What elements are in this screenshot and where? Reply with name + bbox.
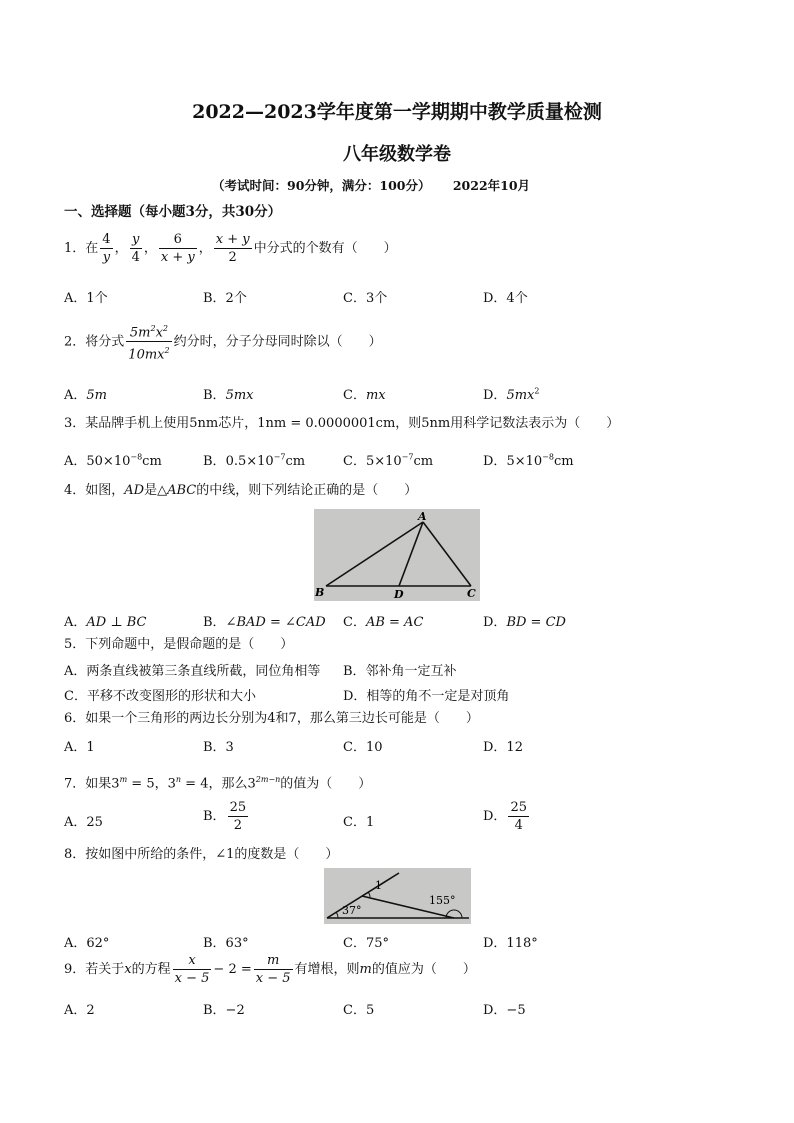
q4-ad: AD bbox=[124, 483, 145, 498]
q3-a-label: A． bbox=[64, 454, 87, 469]
q2-b-value: 5mx bbox=[225, 388, 254, 403]
q9-f2-den: x − 5 bbox=[255, 971, 291, 986]
q9-f1-num: x bbox=[173, 952, 212, 970]
q3-d-base: 5×10 bbox=[506, 454, 543, 469]
q3-a-base: 50×10 bbox=[86, 454, 131, 469]
q7-b-den: 2 bbox=[233, 818, 242, 833]
q7-d-num: 25 bbox=[510, 800, 527, 815]
q2-option-a[interactable] bbox=[64, 384, 107, 403]
question-3: 3．某品牌手机上使用5nm芯片，1nm = 0.0000001cm，则5nm用科学记数法表示为（ ） bbox=[64, 416, 620, 431]
q7-exp-1: m bbox=[119, 775, 128, 784]
q8-option-c[interactable]: C．75° bbox=[343, 936, 389, 951]
q5-option-d[interactable]: D．相等的角不一定是对顶角 bbox=[343, 689, 510, 704]
q4-segment-ab bbox=[326, 522, 423, 586]
q2-option-b[interactable] bbox=[203, 384, 254, 403]
q2-d-value: 5mx bbox=[506, 388, 535, 403]
q3-d-unit: cm bbox=[553, 454, 574, 469]
q1-fraction-1 bbox=[100, 231, 112, 266]
q4-c-label: C． bbox=[343, 615, 366, 630]
q3-c-unit: cm bbox=[413, 454, 434, 469]
q7-post: 的值为（ ） bbox=[280, 776, 372, 792]
q3-a-unit: cm bbox=[142, 454, 162, 469]
q1-f2-num: y bbox=[130, 231, 142, 249]
q7-option-b[interactable] bbox=[203, 799, 250, 834]
q6-option-b[interactable]: B．3 bbox=[203, 740, 234, 755]
q9-mid3: 有增根，则 bbox=[294, 962, 360, 977]
exam-date: 2022年10月 bbox=[452, 178, 531, 193]
q7-eq-2: = 4，那么 bbox=[181, 776, 248, 792]
q9-option-b[interactable]: B．−2 bbox=[203, 1003, 245, 1018]
q4-segment-ad bbox=[399, 522, 423, 586]
q1-pre: 在 bbox=[85, 241, 99, 256]
q4-triangle-figure bbox=[314, 509, 480, 601]
q9-number: 9． bbox=[64, 962, 86, 977]
q4-a-label: A． bbox=[64, 615, 87, 630]
q3-option-a[interactable] bbox=[64, 450, 162, 469]
q4-b-label: B． bbox=[203, 615, 226, 630]
q4-c-value: AB = AC bbox=[365, 615, 424, 630]
question-6: 6．如果一个三角形的两边长分别为4和7，那么第三边长可能是（ ） bbox=[64, 711, 479, 726]
q1-fraction-2 bbox=[130, 231, 142, 266]
q2-d-exp: 2 bbox=[534, 386, 540, 396]
q7-eq-1: = 5， bbox=[127, 776, 168, 792]
q7-d-fraction bbox=[508, 799, 529, 834]
q1-fraction-4 bbox=[214, 231, 252, 266]
q7-pre: 如果 bbox=[85, 776, 112, 792]
q2-post: 约分时，分子分母同时除以（ ） bbox=[173, 334, 382, 350]
question-5: 5．下列命题中，是假命题的是（ ） bbox=[64, 637, 294, 652]
q1-f3-num: 6 bbox=[159, 231, 197, 249]
q1-f4-den: 2 bbox=[228, 250, 237, 265]
q7-option-c[interactable]: C．1 bbox=[343, 815, 375, 830]
q1-sep: ， bbox=[114, 241, 128, 256]
q3-b-base: 0.5×10 bbox=[225, 454, 274, 469]
q3-d-exp: −8 bbox=[542, 452, 554, 462]
q8-angle-figure bbox=[324, 868, 471, 924]
q9-x: x bbox=[124, 962, 132, 977]
q4-label-b: B bbox=[315, 586, 325, 599]
q2-num-exp1: 2 bbox=[150, 324, 156, 333]
q3-b-label: B． bbox=[203, 454, 226, 469]
question-4 bbox=[64, 481, 417, 501]
q2-pre: 将分式 bbox=[85, 334, 125, 350]
q4-d-value: BD = CD bbox=[506, 615, 566, 630]
q5-option-b[interactable]: B．邻补角一定互补 bbox=[343, 664, 457, 679]
q9-m: m bbox=[359, 962, 372, 977]
q4-segment-ac bbox=[423, 522, 471, 586]
q9-mid1: 的方程 bbox=[131, 962, 171, 977]
q4-d-label: D． bbox=[483, 615, 507, 630]
q4-post: 的中线，则下列结论正确的是（ ） bbox=[196, 483, 418, 498]
q3-b-unit: cm bbox=[285, 454, 306, 469]
q2-num-c: x bbox=[155, 325, 163, 341]
q8-option-d[interactable]: D．118° bbox=[483, 936, 538, 951]
question-1 bbox=[64, 231, 397, 266]
question-2 bbox=[64, 320, 382, 364]
question-9 bbox=[64, 952, 476, 987]
q9-fraction-1 bbox=[173, 952, 212, 987]
q7-base-2: 3 bbox=[167, 776, 176, 792]
q4-mid: 是△ bbox=[144, 483, 168, 498]
q2-option-c[interactable] bbox=[343, 384, 386, 403]
q3-b-exp: −7 bbox=[273, 452, 286, 462]
q9-post: 的值应为（ ） bbox=[371, 962, 476, 977]
q3-option-c[interactable] bbox=[343, 450, 433, 469]
q7-d-den: 4 bbox=[514, 818, 523, 833]
q8-arc-37 bbox=[337, 913, 339, 919]
q8-option-b[interactable]: B．63° bbox=[203, 936, 249, 951]
q2-d-label: D． bbox=[483, 388, 507, 403]
q1-option-c[interactable]: C．3个 bbox=[343, 291, 388, 306]
q7-exp-3: 2m−n bbox=[255, 775, 281, 784]
q7-exp-2: n bbox=[175, 775, 182, 784]
q2-option-d[interactable] bbox=[483, 384, 539, 403]
q9-option-c[interactable]: C．5 bbox=[343, 1003, 375, 1018]
q2-numerator bbox=[126, 320, 171, 342]
q9-fraction-2 bbox=[254, 952, 293, 987]
q7-b-fraction bbox=[228, 799, 249, 834]
q1-sep: ， bbox=[198, 241, 212, 256]
q2-denominator bbox=[126, 342, 171, 363]
q2-c-label: C． bbox=[343, 388, 366, 403]
q9-f1-den: x − 5 bbox=[174, 971, 210, 986]
q4-option-a[interactable] bbox=[64, 611, 146, 630]
q4-b-value: ∠BAD = ∠CAD bbox=[225, 615, 326, 630]
q4-number: 4． bbox=[64, 483, 86, 498]
q7-b-num: 25 bbox=[229, 800, 247, 815]
q4-label-c: C bbox=[467, 587, 476, 600]
question-7 bbox=[64, 770, 371, 794]
q5-option-a[interactable]: A．两条直线被第三条直线所截，同位角相等 bbox=[64, 664, 321, 679]
q8-label-1: 1 bbox=[375, 879, 382, 892]
q8-label-155: 155° bbox=[429, 894, 456, 907]
exam-duration-score: （考试时间：90分钟，满分：100分） bbox=[212, 178, 431, 193]
q1-f2-den: 4 bbox=[131, 250, 140, 265]
q2-c-value: mx bbox=[365, 388, 386, 403]
q1-number: 1． bbox=[64, 241, 86, 256]
q3-a-exp: −8 bbox=[130, 452, 143, 462]
question-8: 8．按如图中所给的条件，∠1的度数是（ ） bbox=[64, 847, 339, 862]
page-subtitle: 八年级数学卷 bbox=[343, 144, 451, 165]
q2-a-value: 5m bbox=[86, 388, 107, 403]
q1-f1-den: y bbox=[102, 250, 111, 265]
q1-f3-den: x + y bbox=[160, 250, 195, 265]
q4-option-d[interactable] bbox=[483, 611, 566, 630]
q3-d-label: D． bbox=[483, 454, 507, 469]
q3-option-b[interactable] bbox=[203, 450, 305, 469]
q7-number: 7． bbox=[64, 776, 86, 792]
q3-c-exp: −7 bbox=[401, 452, 414, 462]
q8-label-37: 37° bbox=[342, 904, 362, 917]
q4-abc: ABC bbox=[167, 483, 197, 498]
q9-option-d[interactable]: D．−5 bbox=[483, 1003, 526, 1018]
q9-option-a[interactable]: A．2 bbox=[64, 1003, 95, 1018]
q2-a-label: A． bbox=[64, 388, 87, 403]
q2-num-a: 5m bbox=[129, 325, 151, 341]
q4-option-c[interactable] bbox=[343, 611, 423, 630]
q2-b-label: B． bbox=[203, 388, 226, 403]
q2-fraction bbox=[126, 320, 171, 364]
q6-option-a[interactable]: A．1 bbox=[64, 740, 95, 755]
q1-sep: ， bbox=[143, 241, 157, 256]
q4-option-b[interactable] bbox=[203, 611, 326, 630]
section-heading: 一、选择题（每小题3分，共30分） bbox=[64, 204, 282, 220]
q8-option-a[interactable]: A．62° bbox=[64, 936, 110, 951]
q7-option-a[interactable]: A．25 bbox=[64, 815, 103, 830]
q1-option-a[interactable]: A．1个 bbox=[64, 291, 108, 306]
q1-f4-num: x + y bbox=[215, 232, 250, 247]
q9-f2-num: m bbox=[254, 952, 293, 970]
q4-pre: 如图， bbox=[85, 483, 125, 498]
q7-base-3: 3 bbox=[247, 776, 256, 792]
q4-label-a: A bbox=[418, 510, 427, 523]
q3-option-d[interactable] bbox=[483, 450, 574, 469]
q1-post: 中分式的个数有（ ） bbox=[253, 241, 397, 256]
q2-num-exp2: 2 bbox=[162, 324, 169, 333]
q6-option-c[interactable]: C．10 bbox=[343, 740, 383, 755]
q2-den-a: 10mx bbox=[128, 347, 165, 363]
q7-b-label: B． bbox=[203, 809, 226, 824]
q7-option-d[interactable] bbox=[483, 799, 531, 834]
q2-den-exp: 2 bbox=[164, 346, 170, 356]
q7-base-1: 3 bbox=[111, 776, 120, 792]
q3-c-label: C． bbox=[343, 454, 366, 469]
q7-d-label: D． bbox=[483, 809, 507, 824]
q1-fraction-3 bbox=[159, 231, 197, 266]
q4-a-value: AD ⊥ BC bbox=[86, 615, 147, 630]
q1-option-b[interactable]: B．2个 bbox=[203, 291, 247, 306]
q6-option-d[interactable]: D．12 bbox=[483, 740, 523, 755]
q9-mid2: − 2 = bbox=[213, 962, 252, 977]
q1-f1-num: 4 bbox=[102, 232, 111, 247]
q3-c-base: 5×10 bbox=[365, 454, 402, 469]
q5-option-c[interactable]: C．平移不改变图形的形状和大小 bbox=[64, 689, 256, 704]
q4-label-d: D bbox=[394, 588, 404, 601]
exam-info bbox=[212, 176, 530, 194]
q2-number: 2． bbox=[64, 334, 86, 350]
q1-option-d[interactable]: D．4个 bbox=[483, 291, 528, 306]
q9-pre: 若关于 bbox=[85, 962, 125, 977]
page-title: 2022—2023学年度第一学期期中教学质量检测 bbox=[192, 101, 602, 123]
